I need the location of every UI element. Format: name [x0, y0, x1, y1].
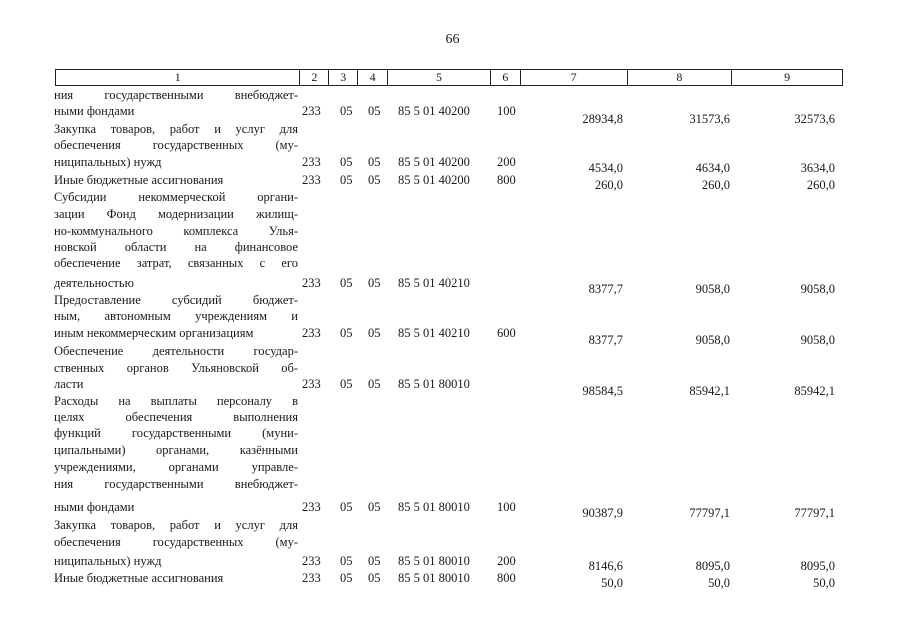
- table-row: [0, 293, 905, 308]
- cell-col-5: 85 5 01 40200: [398, 155, 470, 169]
- cell-col-9: 9058,0: [800, 282, 835, 296]
- cell-col-5: 85 5 01 80010: [398, 500, 470, 514]
- cell-col-6: 800: [497, 571, 516, 585]
- row-text: Иные бюджетные ассигнования: [54, 571, 224, 585]
- cell-col-9: 9058,0: [800, 333, 835, 347]
- table-row: [0, 576, 905, 591]
- header-col-2: 2: [300, 70, 329, 85]
- row-text: функций государственными (муни-: [54, 426, 298, 440]
- row-text: новской области на финансовое: [54, 240, 298, 254]
- table-row: [0, 518, 905, 533]
- cell-col-7: 8377,7: [588, 282, 623, 296]
- row-text: ципальными) органами, казёнными: [54, 443, 298, 457]
- row-text: ниципальных) нужд: [54, 554, 162, 568]
- cell-col-7: 8146,6: [588, 559, 623, 573]
- row-text: Расходы на выплаты персоналу в: [54, 394, 298, 408]
- cell-col-5: 85 5 01 40210: [398, 326, 470, 340]
- cell-col-3: 05: [340, 377, 353, 391]
- cell-col-8: 77797,1: [689, 506, 730, 520]
- cell-col-8: 9058,0: [695, 282, 730, 296]
- row-text: обеспечения государственных (му-: [54, 535, 298, 549]
- row-text: Закупка товаров, работ и услуг для: [54, 518, 298, 532]
- cell-col-2: 233: [302, 377, 321, 391]
- cell-col-4: 05: [368, 571, 381, 585]
- header-col-3: 3: [329, 70, 358, 85]
- cell-col-9: 8095,0: [800, 559, 835, 573]
- header-col-9: 9: [784, 70, 791, 84]
- header-col-7: 7: [521, 70, 628, 85]
- cell-col-2: 233: [302, 173, 321, 187]
- row-text: ниципальных) нужд: [54, 155, 162, 169]
- header-col-1: 1: [56, 70, 300, 85]
- row-text: ными фондами: [54, 500, 135, 514]
- cell-col-4: 05: [368, 104, 381, 118]
- table-row: [0, 460, 905, 475]
- cell-col-8: 8095,0: [695, 559, 730, 573]
- row-text: Обеспечение деятельности государ-: [54, 344, 298, 358]
- cell-col-5: 85 5 01 80010: [398, 571, 470, 585]
- cell-col-6: 100: [497, 500, 516, 514]
- page-number: 66: [445, 32, 460, 47]
- row-text: ния государственными внебюджет-: [54, 88, 298, 102]
- row-text: ния государственными внебюджет-: [54, 477, 298, 491]
- cell-col-9: 260,0: [806, 178, 835, 192]
- cell-col-6: 800: [497, 173, 516, 187]
- row-text: ными фондами: [54, 104, 135, 118]
- table-row: [0, 240, 905, 255]
- row-text: Субсидии некоммерческой органи-: [54, 190, 298, 204]
- table-row: [0, 309, 905, 324]
- cell-col-5: 85 5 01 40200: [398, 173, 470, 187]
- cell-col-8: 260,0: [701, 178, 730, 192]
- cell-col-9: 50,0: [813, 576, 835, 590]
- header-col-5: 5: [388, 70, 491, 85]
- table-row: [0, 122, 905, 137]
- header-col-8: 8: [628, 70, 733, 85]
- cell-col-2: 233: [302, 276, 321, 290]
- cell-col-7: 4534,0: [588, 161, 623, 175]
- cell-col-8: 50,0: [708, 576, 730, 590]
- cell-col-5: 85 5 01 40200: [398, 104, 470, 118]
- cell-col-3: 05: [340, 500, 353, 514]
- cell-col-5: 85 5 01 80010: [398, 377, 470, 391]
- header-col-6: 6: [491, 70, 521, 85]
- table-header: [55, 69, 843, 86]
- cell-col-3: 05: [340, 173, 353, 187]
- table-row: [0, 477, 905, 492]
- cell-col-8: 85942,1: [689, 384, 730, 398]
- table-row: [0, 224, 905, 239]
- row-text: учреждениями, органами управле-: [54, 460, 298, 474]
- table-row: [0, 256, 905, 271]
- cell-col-3: 05: [340, 554, 353, 568]
- row-text: иным некоммерческим организациям: [54, 326, 254, 340]
- cell-col-4: 05: [368, 276, 381, 290]
- cell-col-7: 260,0: [594, 178, 623, 192]
- table-row: [0, 138, 905, 153]
- row-text: ласти: [54, 377, 84, 391]
- cell-col-9: 3634,0: [800, 161, 835, 175]
- cell-col-7: 50,0: [601, 576, 623, 590]
- cell-col-6: 600: [497, 326, 516, 340]
- cell-col-3: 05: [340, 326, 353, 340]
- cell-col-7: 8377,7: [588, 333, 623, 347]
- cell-col-4: 05: [368, 377, 381, 391]
- table-row: [0, 426, 905, 441]
- cell-col-9: 32573,6: [794, 112, 835, 126]
- table-row: [0, 443, 905, 458]
- table-row: [0, 190, 905, 205]
- cell-col-3: 05: [340, 571, 353, 585]
- cell-col-3: 05: [340, 155, 353, 169]
- cell-col-4: 05: [368, 155, 381, 169]
- cell-col-4: 05: [368, 500, 381, 514]
- table-row: [0, 410, 905, 425]
- cell-col-3: 05: [340, 276, 353, 290]
- row-text: обеспечение затрат, связанных с его: [54, 256, 298, 270]
- row-text: целях обеспечения выполнения: [54, 410, 298, 424]
- cell-col-9: 77797,1: [794, 506, 835, 520]
- row-text: но-коммунального комплекса Улья-: [54, 224, 298, 238]
- header-col-4: 4: [358, 70, 388, 85]
- table-row: [0, 361, 905, 376]
- cell-col-2: 233: [302, 104, 321, 118]
- cell-col-8: 9058,0: [695, 333, 730, 347]
- cell-col-4: 05: [368, 326, 381, 340]
- cell-col-7: 98584,5: [582, 384, 623, 398]
- table-row: [0, 344, 905, 359]
- cell-col-5: 85 5 01 40210: [398, 276, 470, 290]
- cell-col-2: 233: [302, 326, 321, 340]
- row-text: обеспечения государственных (му-: [54, 138, 298, 152]
- cell-col-5: 85 5 01 80010: [398, 554, 470, 568]
- cell-col-8: 31573,6: [689, 112, 730, 126]
- row-text: ственных органов Ульяновской об-: [54, 361, 298, 375]
- row-text: деятельностью: [54, 276, 134, 290]
- cell-col-6: 200: [497, 554, 516, 568]
- cell-col-3: 05: [340, 104, 353, 118]
- cell-col-4: 05: [368, 554, 381, 568]
- cell-col-8: 4634,0: [695, 161, 730, 175]
- table-row: [0, 207, 905, 222]
- table-row: [0, 394, 905, 409]
- cell-col-2: 233: [302, 500, 321, 514]
- cell-col-6: 100: [497, 104, 516, 118]
- cell-col-9: 85942,1: [794, 384, 835, 398]
- row-text: зации Фонд модернизации жилищ-: [54, 207, 298, 221]
- table-row: [0, 535, 905, 550]
- cell-col-2: 233: [302, 571, 321, 585]
- cell-col-4: 05: [368, 173, 381, 187]
- cell-col-2: 233: [302, 554, 321, 568]
- row-text: Иные бюджетные ассигнования: [54, 173, 224, 187]
- cell-col-7: 28934,8: [582, 112, 623, 126]
- row-text: Предоставление субсидий бюджет-: [54, 293, 298, 307]
- cell-col-2: 233: [302, 155, 321, 169]
- cell-col-6: 200: [497, 155, 516, 169]
- cell-col-7: 90387,9: [582, 506, 623, 520]
- row-text: ным, автономным учреждениям и: [54, 309, 298, 323]
- table-row: [0, 88, 905, 103]
- row-text: Закупка товаров, работ и услуг для: [54, 122, 298, 136]
